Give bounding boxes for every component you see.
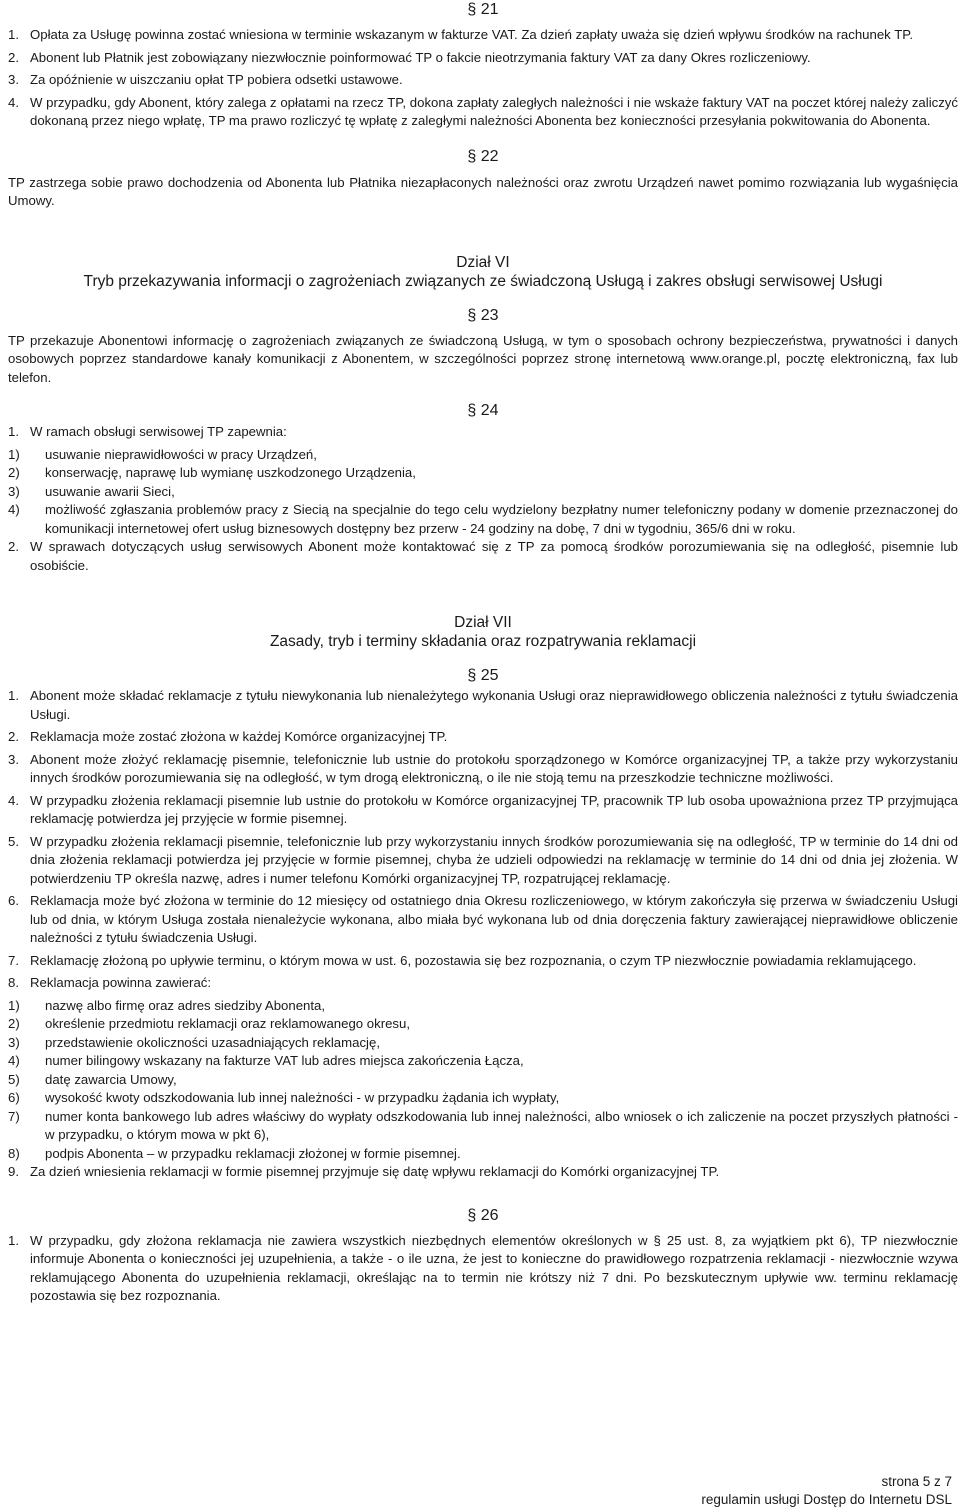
list-item: 5. W przypadku złożenia reklamacji pisemnie, telefonicznie lub przy wykorzystaniu innych środków porozumiewania się na odległość, TP w terminie do 14 dni od dnia złożenia reklamacji potwierdza jej przyjęcie w formie pisemnej, chyba że udzieli odpowiedzi na reklamację w terminie do 14 dni od dnia jej złożenia. W potwierdzeniu TP określa nazwę, adres i numer telefonu Komórki organizacyjnej TP, rozpatrującej reklamację. <box>8 833 958 886</box>
section-22-title: § 22 <box>467 147 499 165</box>
sub-list-item: 3) przedstawienie okoliczności uzasadniających reklamację, <box>8 1034 380 1050</box>
sub-list-item: 5) datę zawarcia Umowy, <box>8 1071 177 1087</box>
dzial-6-title: Dział VI <box>456 253 510 271</box>
sub-list <box>8 997 958 1164</box>
section-24-title: § 24 <box>467 402 499 419</box>
section-23-text: TP przekazuje Abonentowi informację o zagrożeniach związanych ze świadczoną Usługą, w tym o sposobach ochrony bezpieczeństwa, prywatności i danych osobowych poprzez standardowe kanały komunikacji z Abonentem, w szczególności poprzez stronę internetową www.orange.pl, pocztę elektroniczną, fax lub telefon. <box>8 332 958 385</box>
sub-list-item: 4) możliwość zgłaszania problemów pracy z Siecią na specjalnie do tego celu wydzielony bezpłatny numer telefoniczny podany w domenie przeznaczonej do komunikacji internetowej ofert usług biznesowych dostępny bez przerw - 24 godziny na dobę, 7 dni w tygodniu, 365/6 dni w roku. <box>8 502 958 536</box>
list-item: 6. Reklamacja może być złożona w terminie do 12 miesięcy od ostatniego dnia Okresu rozliczeniowego, w którym zakończyła się przerwa w świadczeniu Usługi lub od dnia, w którym Usługa została nienależycie wykonana, albo miała być wykonana lub od dnia doręczenia faktury zawierającej nieprawidłowe obliczenie należności z tytułu świadczenia Usługi. <box>8 893 958 945</box>
dzial-7-subtitle: Zasady, tryb i terminy składania oraz rozpatrywania reklamacji <box>269 633 697 650</box>
list-item: 3. Za opóźnienie w uiszczaniu opłat TP pobiera odsetki ustawowe. <box>8 72 403 87</box>
sub-list-item: 2) określenie przedmiotu reklamacji oraz reklamowanego okresu, <box>8 1016 411 1031</box>
sub-list-item: 4) numer bilingowy wskazany na fakturze VAT lub adres miejsca zakończenia Łącza, <box>8 1053 524 1068</box>
sub-list-item: 8) podpis Abonenta – w przypadku reklamacji złożonej w formie pisemnej. <box>8 1145 461 1161</box>
sub-list-item: 2) konserwację, naprawę lub wymianę uszkodzonego Urządzenia, <box>8 465 416 480</box>
page-number: strona 5 z 7 <box>881 1474 952 1489</box>
document-page <box>8 0 958 1306</box>
list-item: 1. W ramach obsługi serwisowej TP zapewnia: <box>8 424 287 439</box>
sub-list-item: 1) usuwanie nieprawidłowości w pracy Urządzeń, <box>8 446 317 462</box>
section-26-title: § 26 <box>467 1206 499 1224</box>
list-item: 9. Za dzień wniesienia reklamacji w formie pisemnej przyjmuje się datę wpływu reklamacji do Komórki organizacyjnej TP. <box>8 1164 720 1179</box>
list-item: 2. Abonent lub Płatnik jest zobowiązany niezwłocznie poinformować TP o fakcie nieotrzymania faktury VAT za dany Okres rozliczeniowy. <box>8 49 811 65</box>
section-22-text: TP zastrzega sobie prawo dochodzenia od Abonenta lub Płatnika niezapłaconych należności oraz zwrotu Urządzeń nawet pomimo rozwiązania lub wygaśnięcia Umowy. <box>8 174 958 208</box>
list-item: 1. W przypadku, gdy złożona reklamacja nie zawiera wszystkich niezbędnych elementów określonych w § 25 ust. 8, za wyjątkiem pkt 6), TP niezwłocznie informuje Abonenta o konieczności jej uzupełnienia, a także - o ile uzna, że jest to konieczne do prawidłowego rozpatrzenia reklamacji - niezwłocznie wzywa reklamującego Abonenta do uzupełnienia reklamacji, określając na to termin nie krótszy niż 7 dni. Po bezskutecznym upływie ww. terminu reklamację pozostawia się bez rozpoznania. <box>8 1232 958 1303</box>
list-item: 8. Reklamacja powinna zawierać: <box>8 975 212 990</box>
dzial-6-subtitle: Tryb przekazywania informacji o zagrożeniach związanych ze świadczoną Usługą i zakres obsługi serwisowej Usługi <box>83 272 883 290</box>
list-item: 1. Opłata za Usługę powinna zostać wniesiona w terminie wskazanym w fakturze VAT. Za dzień zapłaty uważa się dzień wpływu środków na rachunek TP. <box>8 27 914 42</box>
list-item: 1. Abonent może składać reklamacje z tytułu niewykonania lub nienależytego wykonania Usługi oraz nieprawidłowego obliczenia należności z tytułu świadczenia Usługi. <box>8 688 958 722</box>
section-25-title: § 25 <box>467 667 499 684</box>
document-name: regulamin usługi Dostęp do Internetu DSL <box>701 1492 952 1507</box>
list-item: 2. W sprawach dotyczących usług serwisowych Abonent może kontaktować się z TP za pomocą środków porozumiewania się na odległość, pisemnie lub osobiście. <box>8 539 958 573</box>
sub-list-item: 3) usuwanie awarii Sieci, <box>8 483 175 499</box>
list-item: 7. Reklamację złożoną po upływie terminu, o którym mowa w ust. 6, pozostawia się bez rozpoznania, o czym TP niezwłocznie powiadamia reklamującego. <box>8 952 917 968</box>
section-21-title: § 21 <box>467 1 499 18</box>
sub-list-item: 6) wysokość kwoty odszkodowania lub innej należności - w przypadku żądania ich wypłaty, <box>8 1090 560 1105</box>
section-23-title: § 23 <box>467 306 499 324</box>
sub-list-item: 7) numer konta bankowego lub adres właściwy do wypłaty odszkodowania lub innej należności, albo wniosek o ich zaliczenie na poczet przyszłych płatności - w przypadku, o którym mowa w pkt 6), <box>8 1108 958 1142</box>
page-footer <box>701 1473 952 1509</box>
dzial-7-title: Dział VII <box>454 614 512 631</box>
sub-list <box>8 446 958 539</box>
list-item: 4. W przypadku złożenia reklamacji pisemnie lub ustnie do protokołu w Komórce organizacyjnej TP, pracownik TP lub osoba upoważniona przez TP przyjmująca reklamację potwierdza jej przyjęcie w formie pisemnej. <box>8 792 958 826</box>
sub-list-item: 1) nazwę albo firmę oraz adres siedziby Abonenta, <box>8 997 326 1013</box>
list-item: 4. W przypadku, gdy Abonent, który zalega z opłatami na rzecz TP, dokona zapłaty zaległych należności i nie wskaże faktury VAT na poczet której należy zaliczyć dokonaną przez niego wpłatę, TP ma prawo rozliczyć tę wpłatę z zaległymi należności Abonenta bez konieczności przesyłania pokwitowania do Abonenta. <box>8 94 958 128</box>
list-item: 3. Abonent może złożyć reklamację pisemnie, telefonicznie lub ustnie do protokołu sporządzonego w Komórce organizacyjnej TP, a także przy wykorzystaniu innych środków porozumiewania się na odległość, w tym drogą elektroniczną, o ile nie stoją temu na przeszkodzie techniczne możliwości. <box>8 751 958 785</box>
list-item: 2. Reklamacja może zostać złożona w każdej Komórce organizacyjnej TP. <box>8 729 448 744</box>
